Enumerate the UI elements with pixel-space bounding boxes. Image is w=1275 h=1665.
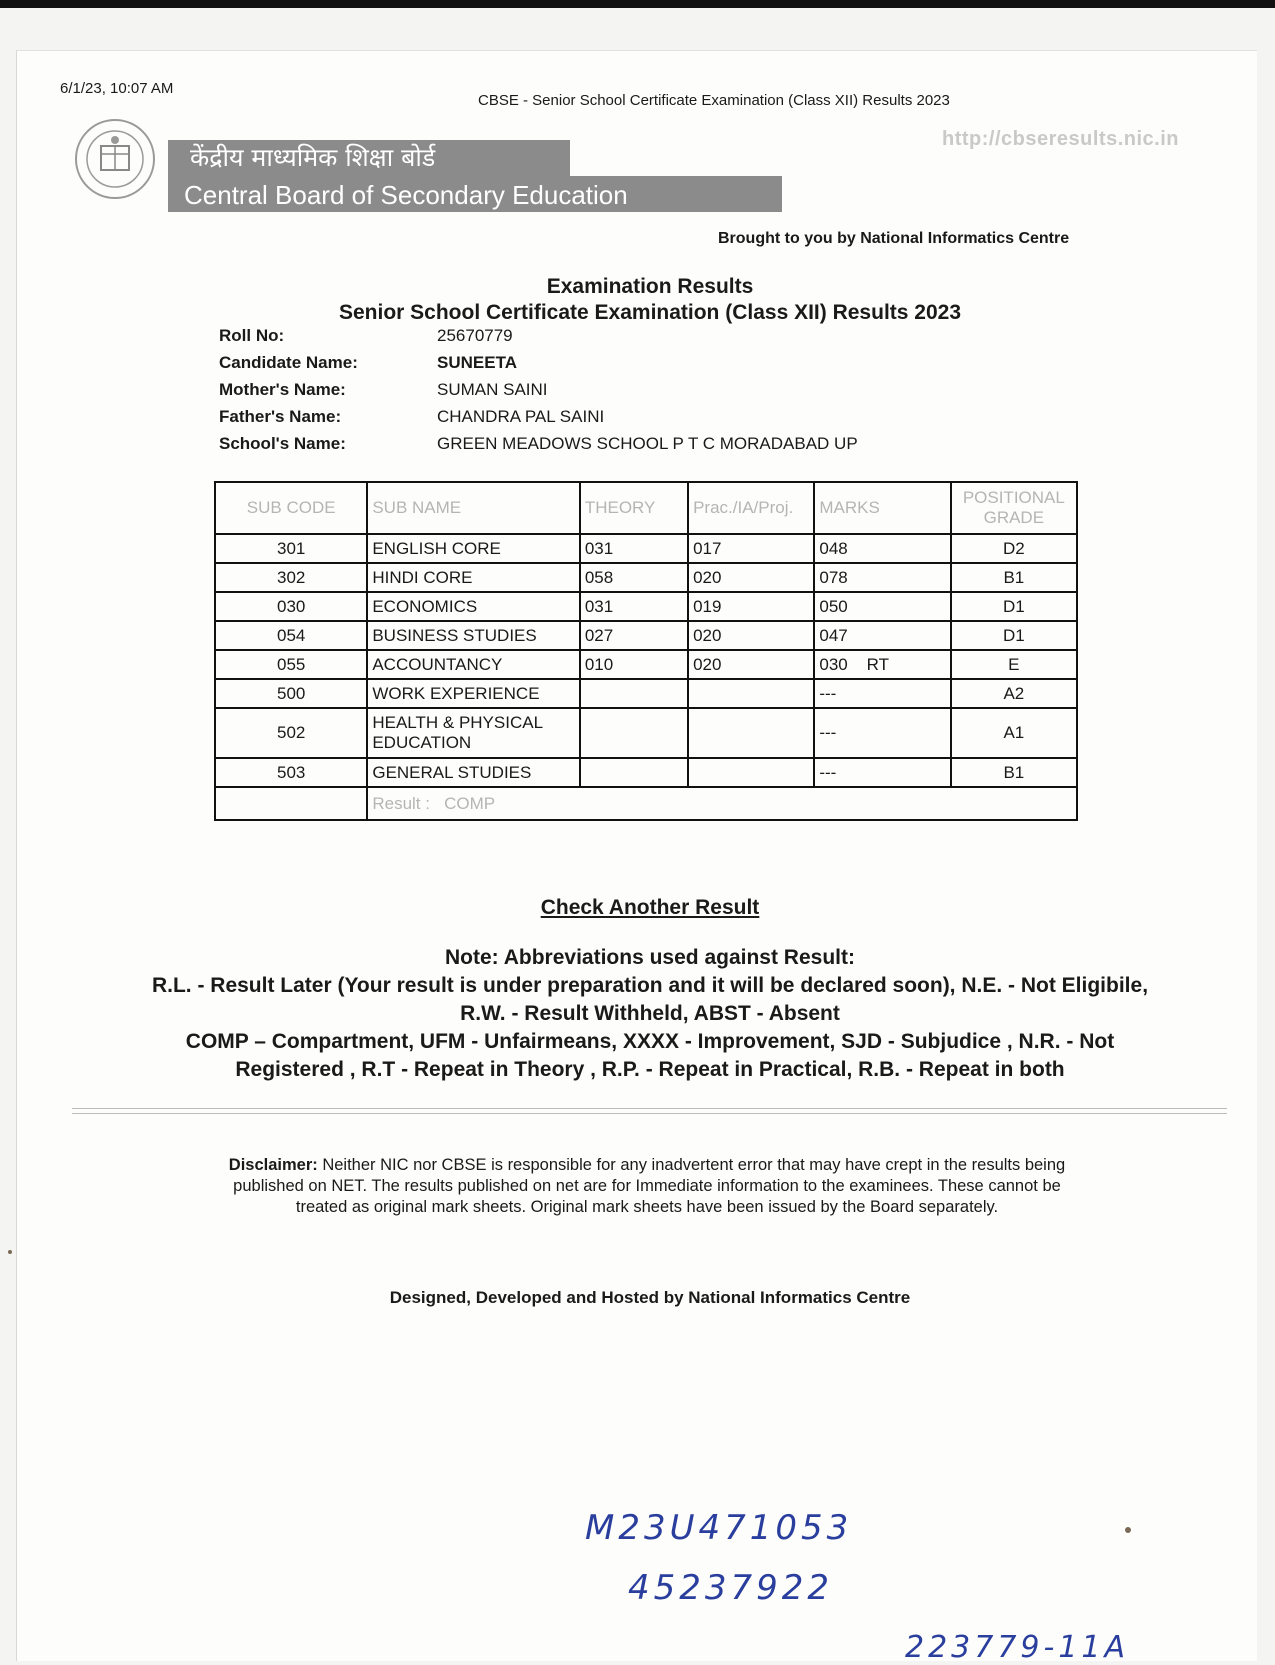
theory-cell: 031	[580, 534, 688, 563]
grade-cell: E	[951, 650, 1077, 679]
sub-name-cell: GENERAL STUDIES	[367, 758, 579, 787]
practical-cell	[688, 758, 814, 787]
col-header-theory: THEORY	[580, 482, 688, 534]
disclaimer	[212, 1155, 1082, 1218]
roll-label: Roll No:	[219, 326, 285, 345]
note-title: Note: Abbreviations used against Result:	[445, 946, 855, 969]
sub-code-cell: 030	[215, 592, 367, 621]
practical-cell	[688, 708, 814, 758]
result-empty-cell	[215, 787, 367, 820]
site-url[interactable]: http://cbseresults.nic.in	[942, 128, 1179, 150]
handwritten-note: 223779-11A	[905, 1630, 1130, 1665]
marks-cell: 030 RT	[814, 650, 950, 679]
sub-code-cell: 500	[215, 679, 367, 708]
abbreviations-note	[80, 944, 1220, 1084]
page-title: Examination Results	[546, 275, 754, 298]
col-header-sub-name: SUB NAME	[367, 482, 579, 534]
candidate-details	[219, 326, 858, 461]
col-header-grade: POSITIONAL GRADE	[951, 482, 1077, 534]
table-row	[215, 621, 1077, 650]
school-name-value: GREEN MEADOWS SCHOOL P T C MORADABAD UP	[437, 434, 858, 453]
theory-cell	[580, 708, 688, 758]
note-line: COMP – Compartment, UFM - Unfairmeans, XXXX - Improvement, SJD - Subjudice , N.R. - Not	[185, 1030, 1115, 1053]
sub-name-cell: HEALTH & PHYSICAL EDUCATION	[367, 708, 579, 758]
sub-name-cell: ENGLISH CORE	[367, 534, 579, 563]
table-row	[215, 758, 1077, 787]
practical-cell: 019	[688, 592, 814, 621]
marks-cell: 048	[814, 534, 950, 563]
handwritten-note: 45237922	[628, 1568, 834, 1608]
table-row	[215, 650, 1077, 679]
sub-name-cell: WORK EXPERIENCE	[367, 679, 579, 708]
divider	[72, 1108, 1227, 1109]
practical-cell	[688, 679, 814, 708]
theory-cell: 010	[580, 650, 688, 679]
mother-name-value: SUMAN SAINI	[437, 380, 548, 399]
father-name-value: CHANDRA PAL SAINI	[437, 407, 605, 426]
grade-cell: D1	[951, 621, 1077, 650]
board-hindi-name: केंद्रीय माध्यमिक शिक्षा बोर्ड	[168, 140, 570, 176]
note-line: R.L. - Result Later (Your result is under preparation and it will be declared soon), N.E. - Not Eligibile,	[151, 974, 1149, 997]
practical-cell: 017	[688, 534, 814, 563]
footer-credit: Designed, Developed and Hosted by National Informatics Centre	[389, 1288, 911, 1307]
theory-cell: 031	[580, 592, 688, 621]
result-status: Result : COMP	[367, 787, 1077, 820]
col-header-sub-code: SUB CODE	[215, 482, 367, 534]
marks-cell: ---	[814, 679, 950, 708]
page-subtitle: Senior School Certificate Examination (Class XII) Results 2023	[338, 301, 962, 324]
sub-name-cell: ACCOUNTANCY	[367, 650, 579, 679]
sub-code-cell: 054	[215, 621, 367, 650]
candidate-name-value: SUNEETA	[437, 353, 517, 372]
practical-cell: 020	[688, 563, 814, 592]
sub-code-cell: 302	[215, 563, 367, 592]
marks-table	[214, 481, 1078, 821]
practical-cell: 020	[688, 650, 814, 679]
sub-code-cell: 503	[215, 758, 367, 787]
marks-cell: 050	[814, 592, 950, 621]
grade-cell: A2	[951, 679, 1077, 708]
scan-top-edge	[0, 0, 1275, 8]
grade-cell: B1	[951, 563, 1077, 592]
sub-name-cell: ECONOMICS	[367, 592, 579, 621]
sub-code-cell: 301	[215, 534, 367, 563]
marks-cell: ---	[814, 708, 950, 758]
grade-cell: D1	[951, 592, 1077, 621]
school-name-label: School's Name:	[219, 434, 346, 453]
grade-cell: A1	[951, 708, 1077, 758]
sub-code-cell: 055	[215, 650, 367, 679]
mother-name-label: Mother's Name:	[219, 380, 346, 399]
theory-cell	[580, 758, 688, 787]
table-header-row	[215, 482, 1077, 534]
marks-cell: 047	[814, 621, 950, 650]
father-name-label: Father's Name:	[219, 407, 342, 426]
practical-cell: 020	[688, 621, 814, 650]
theory-cell: 027	[580, 621, 688, 650]
print-page-title: CBSE - Senior School Certificate Examination (Class XII) Results 2023	[478, 92, 950, 109]
brought-by-text: Brought to you by National Informatics Centre	[718, 230, 1070, 247]
table-row	[215, 534, 1077, 563]
disclaimer-text: Neither NIC nor CBSE is responsible for any inadvertent error that may have crept in the results being published on NET. The results published on net are for Immediate information to the examinees. These cannot be treated as original mark sheets. Original mark sheets have been issued by the Board separately.	[233, 1156, 1066, 1216]
disclaimer-label: Disclaimer:	[228, 1156, 318, 1174]
print-datetime: 6/1/23, 10:07 AM	[60, 80, 174, 97]
sub-code-cell: 502	[215, 708, 367, 758]
scan-speck	[8, 1250, 12, 1254]
scan-speck	[1125, 1527, 1131, 1533]
grade-cell: D2	[951, 534, 1077, 563]
grade-cell: B1	[951, 758, 1077, 787]
candidate-name-label: Candidate Name:	[219, 353, 358, 372]
cbse-emblem-icon	[74, 118, 156, 200]
table-row	[215, 592, 1077, 621]
result-row	[215, 787, 1077, 820]
handwritten-note: M23U471053	[585, 1508, 853, 1548]
sub-name-cell: BUSINESS STUDIES	[367, 621, 579, 650]
note-line: Registered , R.T - Repeat in Theory , R.P. - Repeat in Practical, R.B. - Repeat in both	[235, 1058, 1065, 1081]
table-row	[215, 563, 1077, 592]
check-another-result-link[interactable]: Check Another Result	[540, 896, 760, 919]
board-english-name: Central Board of Secondary Education	[168, 176, 782, 212]
col-header-practical: Prac./IA/Proj.	[688, 482, 814, 534]
table-row	[215, 708, 1077, 758]
theory-cell: 058	[580, 563, 688, 592]
theory-cell	[580, 679, 688, 708]
marks-cell: ---	[814, 758, 950, 787]
sub-name-cell: HINDI CORE	[367, 563, 579, 592]
col-header-marks: MARKS	[814, 482, 950, 534]
roll-value: 25670779	[437, 326, 513, 345]
divider	[72, 1113, 1227, 1114]
marks-cell: 078	[814, 563, 950, 592]
table-row	[215, 679, 1077, 708]
note-line: R.W. - Result Withheld, ABST - Absent	[460, 1002, 840, 1025]
